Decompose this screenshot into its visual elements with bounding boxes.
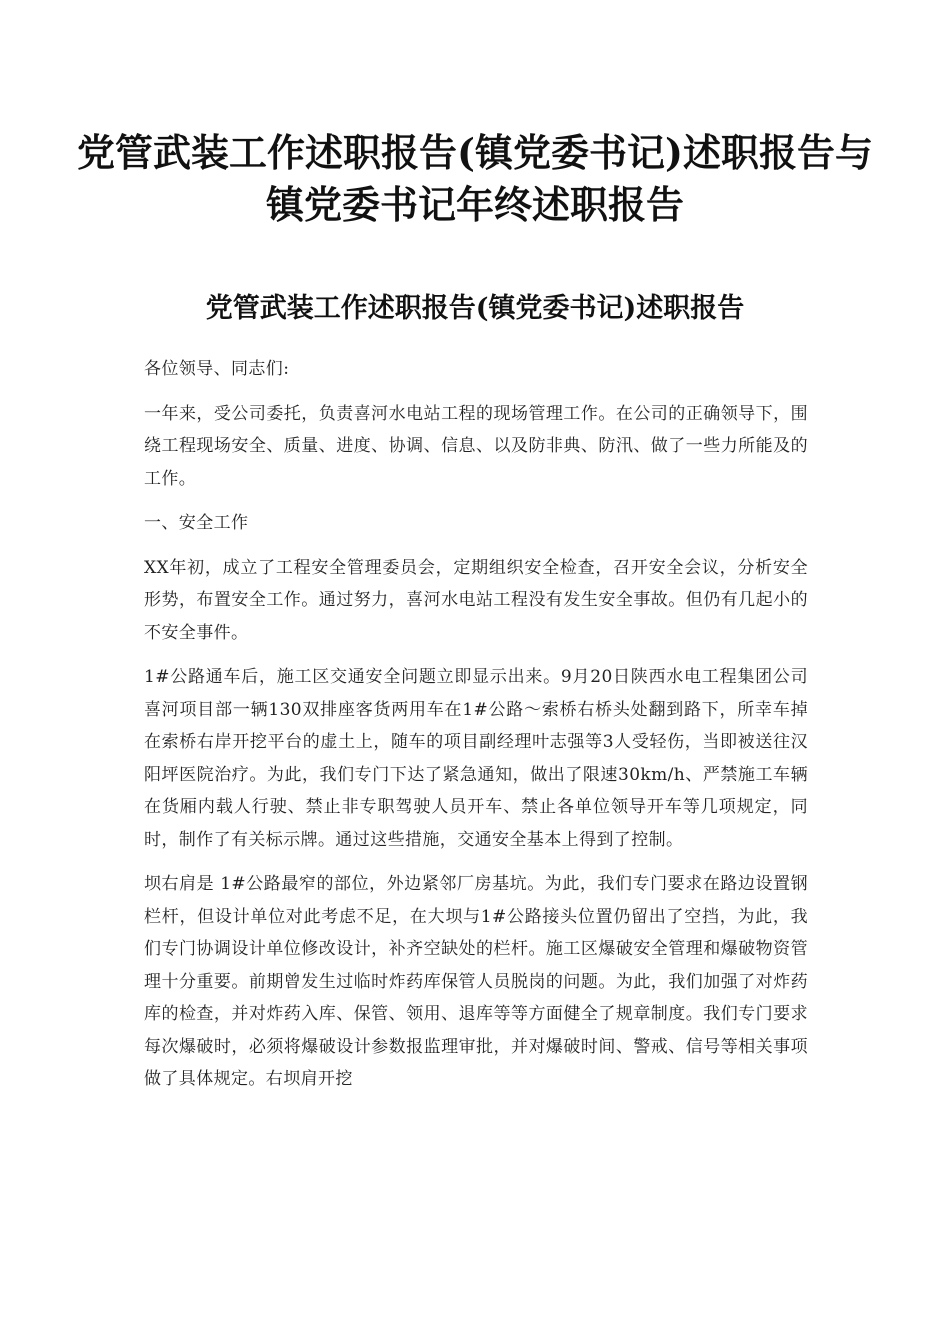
body-paragraph: XX年初，成立了工程安全管理委员会，定期组织安全检查，召开安全会议，分析安全形势，布置安全工作。通过努力，喜河水电站工程没有发生安全事故。但仍有几起小的不安全事件。 xyxy=(144,557,808,643)
document-body xyxy=(144,353,808,1108)
salutation: 各位领导、同志们: xyxy=(144,359,290,379)
body-paragraph: 1#公路通车后，施工区交通安全问题立即显示出来。9月20日陕西水电工程集团公司喜河项目部一辆130双排座客货两用车在1#公路～索桥右桥头处翻到路下，所幸车掉在索桥右岸开挖平台的虚土上，随车的项目副经理叶志强等3人受轻伤，当即被送往汉阳坪医院治疗。为此，我们专门下达了紧急通知，做出了限速30km/h、严禁施工车辆在货厢内载人行驶、禁止非专职驾驶人员开车、禁止各单位领导开车等几项规定，同时，制作了有关标示牌。通过这些措施，交通安全基本上得到了控制。 xyxy=(144,667,808,850)
intro-paragraph: 一年来，受公司委托，负责喜河水电站工程的现场管理工作。在公司的正确领导下，围绕工程现场安全、质量、进度、协调、信息、以及防非典、防汛、做了一些力所能及的工作。 xyxy=(144,403,808,489)
document-title: 党管武装工作述职报告(镇党委书记)述职报告与镇党委书记年终述职报告 xyxy=(77,130,873,227)
subsection-heading-safety: 一、安全工作 xyxy=(144,513,249,533)
section-title: 党管武装工作述职报告(镇党委书记)述职报告 xyxy=(205,293,745,324)
body-paragraph: 坝右肩是 1#公路最窄的部位，外边紧邻厂房基坑。为此，我们专门要求在路边设置钢栏杆，但设计单位对此考虑不足，在大坝与1#公路接头位置仍留出了空挡，为此，我们专门协调设计单位修改设计，补齐空缺处的栏杆。施工区爆破安全管理和爆破物资管理十分重要。前期曾发生过临时炸药库保管人员脱岗的问题。为此，我们加强了对炸药库的检查，并对炸药入库、保管、领用、退库等等方面健全了规章制度。我们专门要求每次爆破时，必须将爆破设计参数报监理审批，并对爆破时间、警戒、信号等相关事项做了具体规定。右坝肩开挖 xyxy=(144,874,808,1089)
